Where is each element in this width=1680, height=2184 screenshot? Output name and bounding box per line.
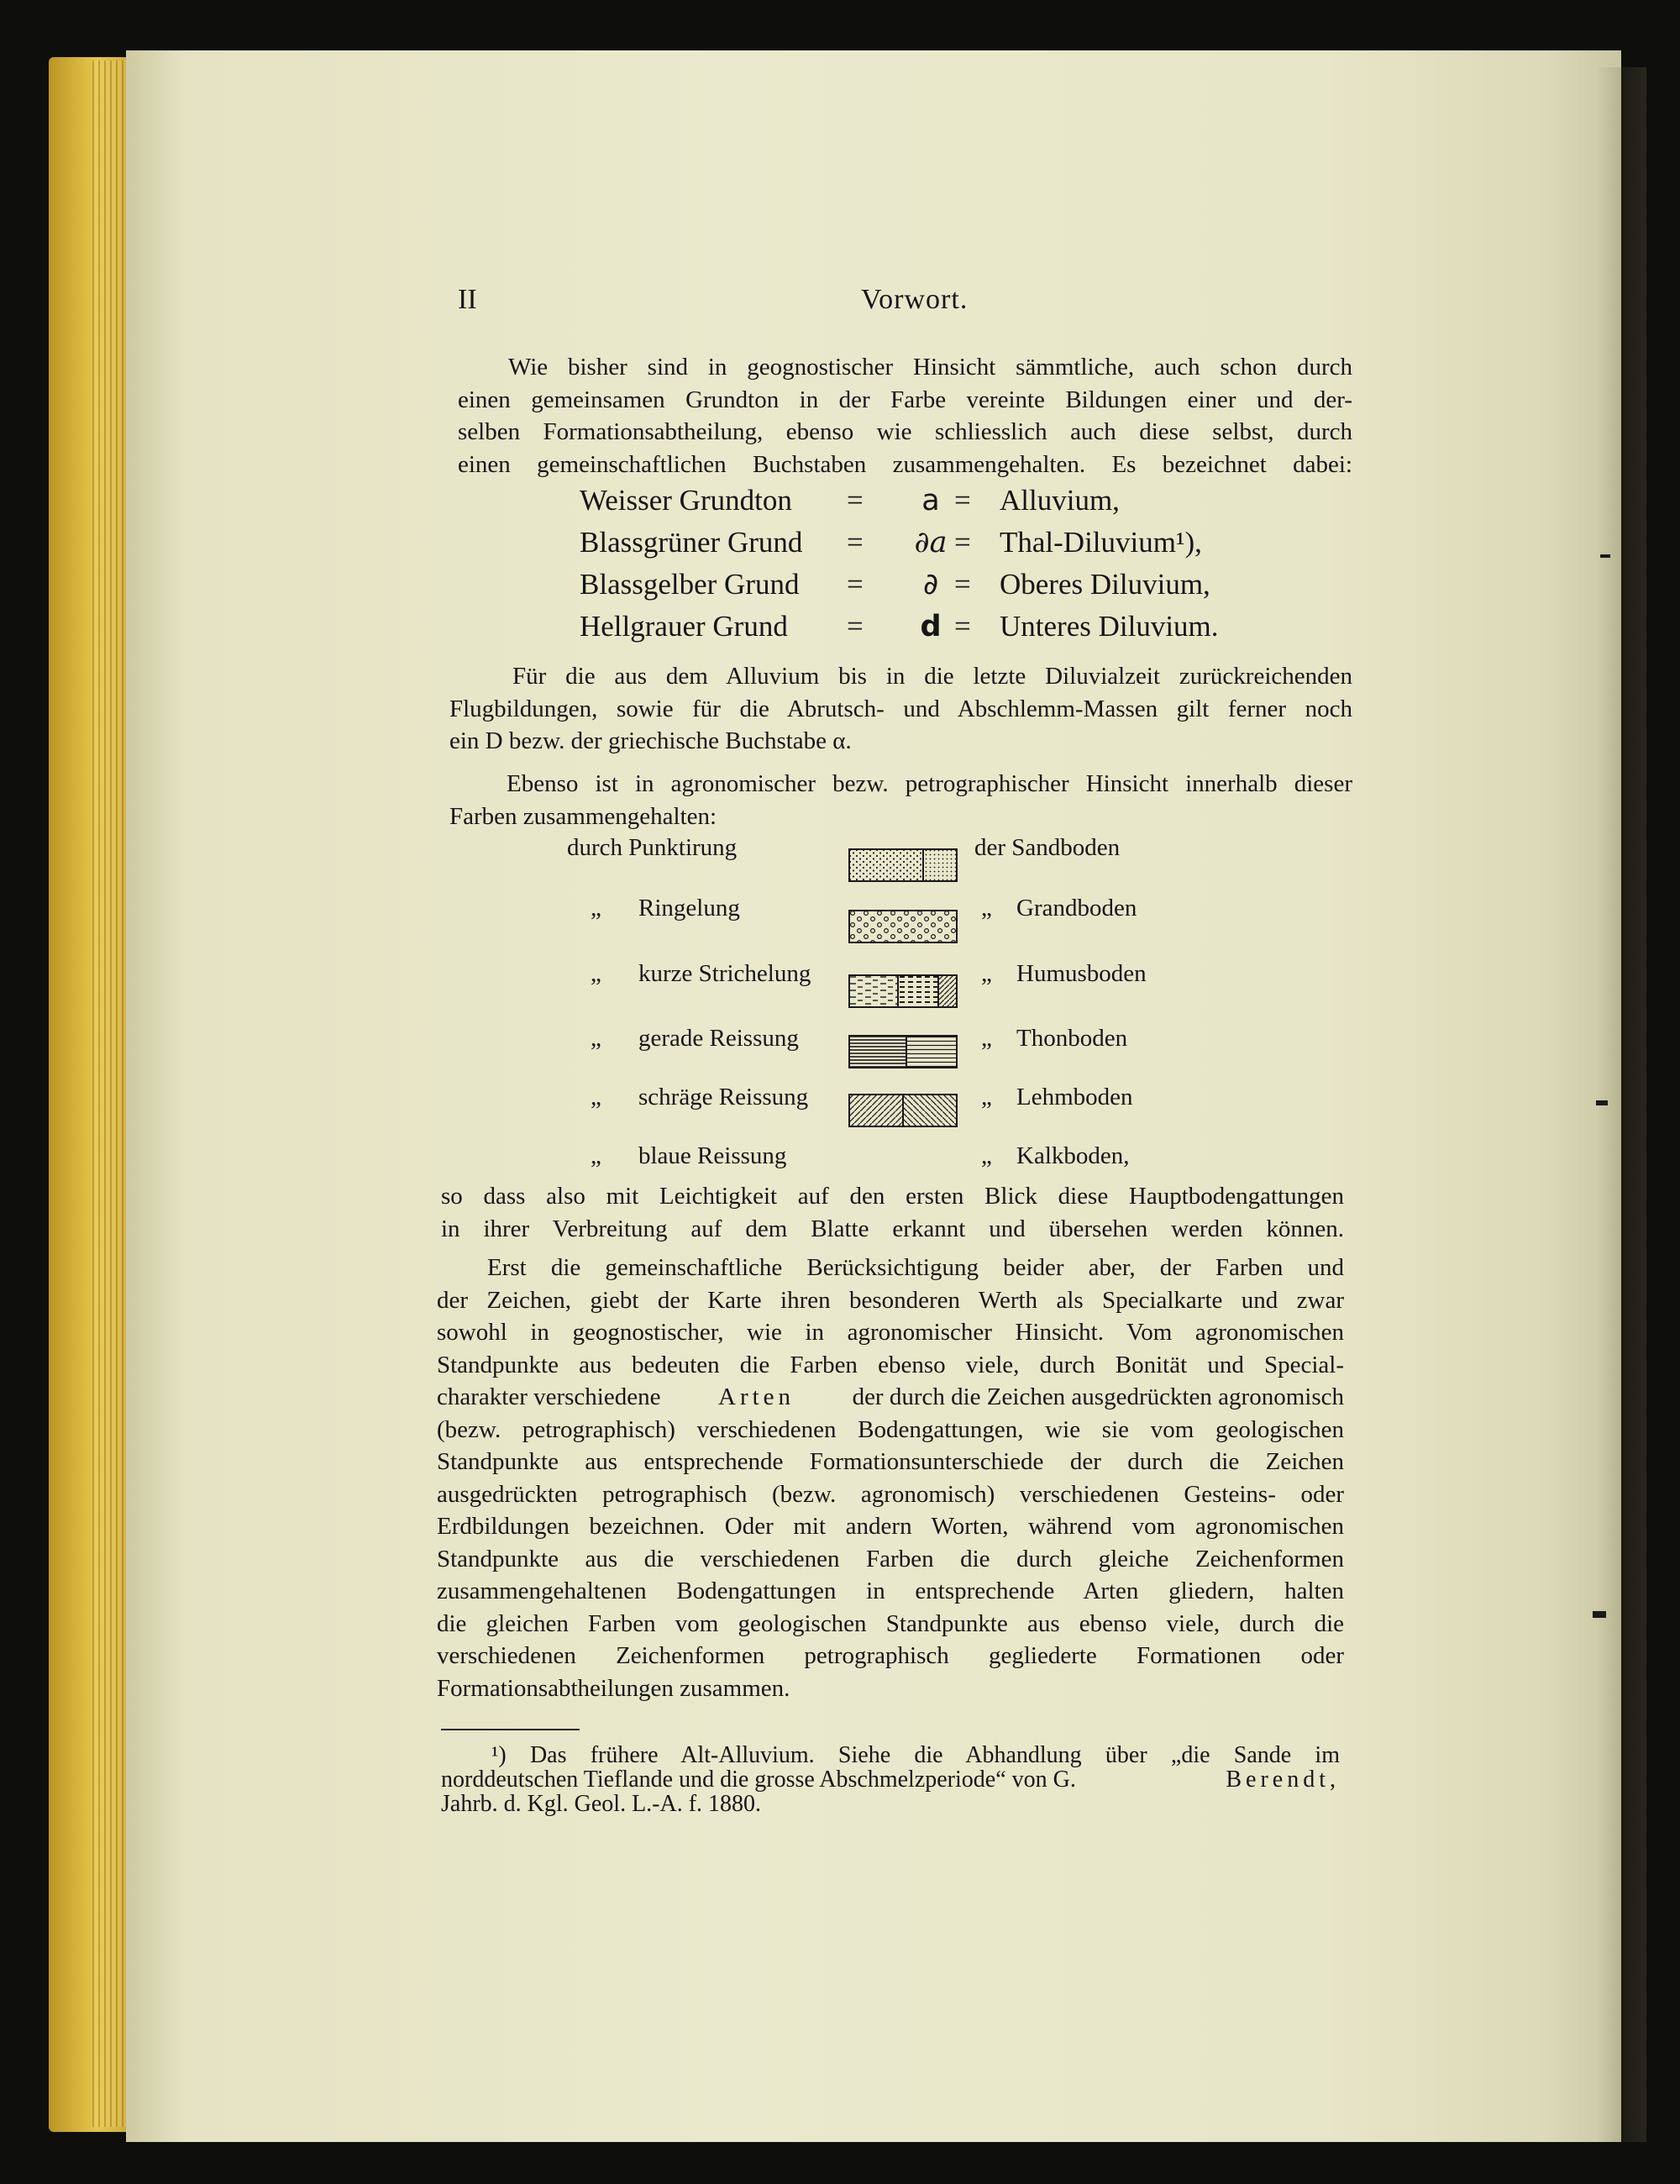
ditto-mark: „ xyxy=(591,1025,601,1052)
legend-method: Ringelung xyxy=(638,895,740,921)
text-line: Flugbildungen, sowie für die Abrutsch- und Abschlemm-Massen gilt ferner noch xyxy=(449,695,1352,722)
text-line: selben Formationsabtheilung, ebenso wie schliesslich auch diese selbst, durch xyxy=(458,418,1352,445)
text-line: (bezw. petrographisch) verschiedenen Bodengattungen, wie sie vom geologischen xyxy=(437,1415,1344,1443)
legend-row xyxy=(0,1084,1680,1117)
equals-sign: = xyxy=(847,526,864,559)
formation-name: Unteres Diluvium. xyxy=(1000,610,1219,643)
text-line: Formationsabtheilungen zusammen. xyxy=(437,1674,790,1702)
legend-method: schräge Reissung xyxy=(638,1084,809,1110)
ground-color: Hellgrauer Grund xyxy=(580,610,788,643)
text-line: ein D bezw. der griechische Buchstabe α. xyxy=(449,727,852,754)
text-fragment: charakter verschiedene xyxy=(437,1383,661,1410)
text-line: ausgedrückten petrographisch (bezw. agronomisch) verschiedenen Gesteins- oder xyxy=(437,1480,1344,1508)
legend-row xyxy=(0,1025,1680,1058)
formation-name: Oberes Diluvium, xyxy=(1000,568,1210,601)
intro-paragraph xyxy=(458,351,1352,480)
legend-row xyxy=(0,895,1680,928)
legend-soil: Humusboden xyxy=(1016,960,1147,987)
text-line: Farben zusammengehalten: xyxy=(449,802,717,830)
text-line: die gleichen Farben vom geologischen Standpunkte aus ebenso viele, durch die xyxy=(437,1609,1344,1637)
formation-name: Alluvium, xyxy=(1000,484,1120,517)
legend-method: kurze Strichelung xyxy=(638,960,811,987)
ground-color: Blassgrüner Grund xyxy=(580,526,803,559)
text-line: der Zeichen, giebt der Karte ihren besonderen Werth als Specialkarte und zwar xyxy=(437,1286,1344,1314)
ditto-mark: „ xyxy=(981,1025,992,1052)
formation-symbol: d xyxy=(920,610,942,643)
formation-name: Thal-Diluvium¹), xyxy=(1000,526,1202,559)
emphasized-word: Berendt, xyxy=(1226,1767,1340,1793)
main-paragraph xyxy=(437,1252,1344,1704)
text-line: so dass also mit Leichtigkeit auf den ersten Blick diese Hauptbodengattungen xyxy=(441,1183,1344,1210)
legend-method: durch Punktirung xyxy=(567,834,738,861)
text-line: sowohl in geognostischer, wie in agronomischer Hinsicht. Vom agronomischen xyxy=(437,1319,1344,1346)
footnote-line xyxy=(441,1767,1340,1792)
formation-symbol: a xyxy=(921,484,940,517)
ringelung-swatch xyxy=(848,910,958,943)
legend-method: blaue Reissung xyxy=(638,1142,787,1169)
ditto-mark: „ xyxy=(591,1084,601,1110)
text-line: Wie bisher sind in geognostischer Hinsicht sämmtliche, auch schon durch xyxy=(508,354,1352,381)
legend-row xyxy=(0,960,1680,994)
agronomic-paragraph xyxy=(449,768,1352,832)
legend-soil: Grandboden xyxy=(1016,895,1137,921)
text-line: Standpunkte aus die verschiedenen Farben die durch gleiche Zeichenformen xyxy=(437,1545,1344,1572)
equals-sign: = xyxy=(954,484,971,517)
page-number: II xyxy=(458,284,477,315)
legend-row xyxy=(0,1142,1680,1176)
strichelung-swatch xyxy=(848,974,958,1008)
equals-sign: = xyxy=(847,484,864,517)
page-tab-marker xyxy=(1600,554,1610,558)
text-line: einen gemeinschaftlichen Buchstaben zusammengehalten. Es bezeichnet dabei: xyxy=(458,450,1352,478)
footnote-line: Jahrb. d. Kgl. Geol. L.-A. f. 1880. xyxy=(441,1791,762,1817)
ground-color: Weisser Grundton xyxy=(580,484,792,517)
ditto-mark: „ xyxy=(981,960,992,987)
running-title: Vorwort. xyxy=(861,284,969,315)
text-line: Ebenso ist in agronomischer bezw. petrographischer Hinsicht innerhalb dieser xyxy=(507,770,1352,797)
footnote-line: ¹) Das frühere Alt-Alluvium. Siehe die Abhandlung über „die Sande im xyxy=(491,1742,1340,1768)
equals-sign: = xyxy=(954,568,971,601)
text-line: Standpunkte aus entsprechende Formationsunterschiede der durch die Zeichen xyxy=(437,1448,1344,1475)
ditto-mark: „ xyxy=(981,895,992,921)
legend-soil: Lehmboden xyxy=(1016,1084,1133,1110)
text-line: in ihrer Verbreitung auf dem Blatte erkannt und übersehen werden können. xyxy=(441,1215,1344,1242)
ditto-mark: „ xyxy=(981,1142,992,1169)
equals-sign: = xyxy=(847,568,864,601)
after-legend-paragraph xyxy=(441,1180,1344,1245)
equals-sign: = xyxy=(847,610,864,643)
equals-sign: = xyxy=(954,526,971,559)
ground-color: Blassgelber Grund xyxy=(580,568,800,601)
text-fragment: der durch die Zeichen ausgedrückten agronomisch xyxy=(852,1383,1344,1410)
text-fragment: norddeutschen Tieflande und die grosse Abschmelzperiode“ von G. xyxy=(441,1767,1076,1793)
formation-symbol: ∂ xyxy=(922,568,939,601)
text-line xyxy=(437,1381,1344,1414)
legend-soil: Kalkboden, xyxy=(1016,1142,1130,1169)
ditto-mark: „ xyxy=(591,1142,601,1169)
page-tab-marker xyxy=(1593,1611,1606,1618)
footnote-divider xyxy=(441,1729,580,1730)
text-line: zusammengehaltenen Bodengattungen in entsprechende Arten gliedern, halten xyxy=(437,1578,1344,1604)
legend-soil: der Sandboden xyxy=(974,834,1121,861)
schraege-reissung-swatch xyxy=(848,1094,958,1127)
text-line: Erst die gemeinschaftliche Berücksichtigung beider aber, der Farben und xyxy=(487,1254,1344,1281)
ditto-mark: „ xyxy=(591,960,601,987)
emphasized-word: Arten xyxy=(718,1383,795,1410)
footnote xyxy=(441,1743,1340,1816)
legend-row xyxy=(0,834,1680,868)
formation-symbol: ∂a xyxy=(914,526,948,559)
ditto-mark: „ xyxy=(591,895,601,921)
gerade-reissung-swatch xyxy=(848,1035,958,1068)
punktirung-swatch xyxy=(848,848,958,882)
text-line: verschiedenen Zeichenformen petrographisch gegliederte Formationen oder xyxy=(437,1642,1344,1669)
text-line: Erdbildungen bezeichnen. Oder mit andern Worten, während vom agronomischen xyxy=(437,1513,1344,1540)
ditto-mark: „ xyxy=(981,1084,992,1110)
legend-soil: Thonboden xyxy=(1016,1025,1128,1052)
text-line: Standpunkte aus bedeuten die Farben ebenso viele, durch Bonität und Special- xyxy=(437,1351,1344,1378)
legend-method: gerade Reissung xyxy=(638,1025,799,1052)
text-line: Für die aus dem Alluvium bis in die letzte Diluvialzeit zurückreichenden xyxy=(512,663,1352,690)
text-line: einen gemeinsamen Grundton in der Farbe vereinte Bildungen einer und der- xyxy=(458,386,1352,413)
equals-sign: = xyxy=(954,610,971,643)
flug-paragraph xyxy=(449,660,1352,758)
